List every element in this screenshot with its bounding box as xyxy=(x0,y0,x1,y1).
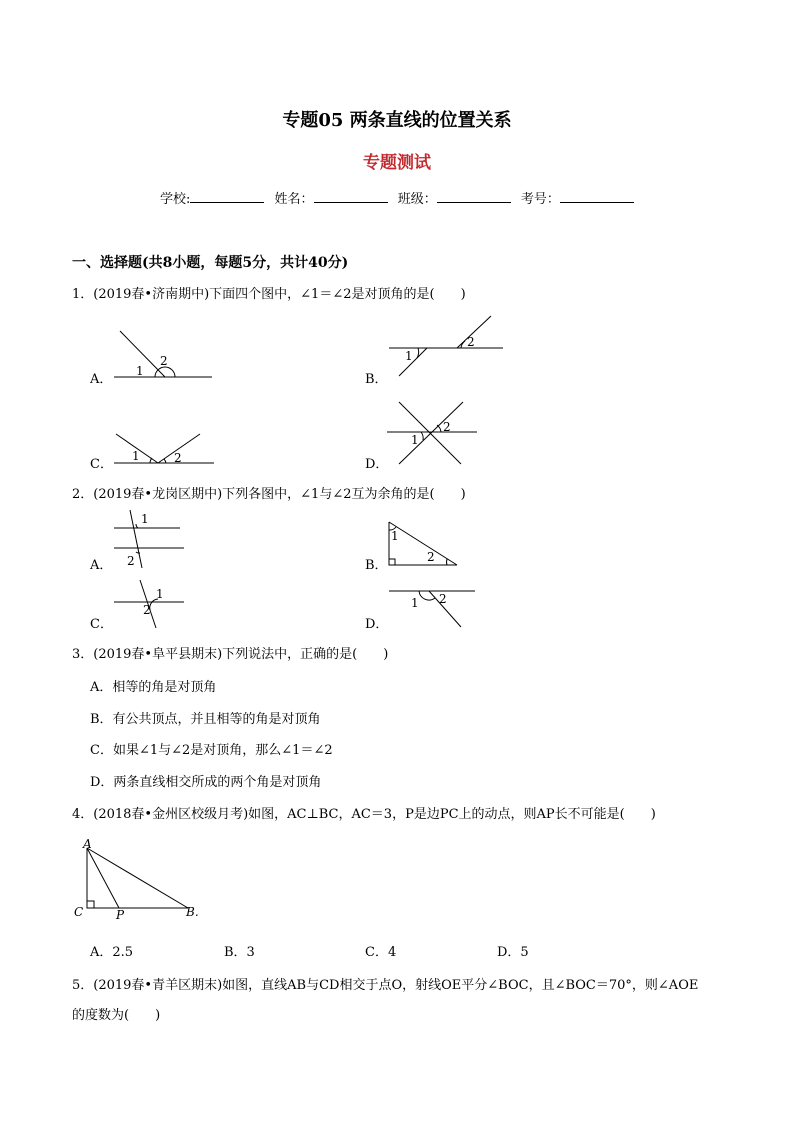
q2-figure-a xyxy=(110,508,190,570)
q2-stem: 2．(2019春•龙岗区期中)下列各图中，∠1与∠2互为余角的是( ) xyxy=(72,487,466,502)
class-blank[interactable] xyxy=(437,190,511,203)
q4-label-c: C xyxy=(74,905,84,919)
q2a-label-1: 1 xyxy=(141,512,149,526)
school-blank[interactable] xyxy=(190,190,264,203)
q3-stem: 3．(2019春•阜平县期末)下列说法中，正确的是( ) xyxy=(72,647,389,662)
q1b-label-2: 2 xyxy=(467,335,475,349)
q2a-label-2: 2 xyxy=(127,554,135,568)
q1d-label-2: 2 xyxy=(443,420,451,434)
q4-label-b: B. xyxy=(186,905,199,919)
q2-figure-d xyxy=(385,585,480,630)
name-label: 姓名： xyxy=(274,192,314,207)
q5-stem-line2: 的度数为( ) xyxy=(72,1008,161,1023)
q4-option-c[interactable]: C．4 xyxy=(365,945,397,960)
q1-stem: 1．(2019春•济南期中)下面四个图中，∠1＝∠2是对顶角的是( ) xyxy=(72,287,466,302)
q2d-label-1: 1 xyxy=(411,596,419,610)
q1a-label-1: 1 xyxy=(136,364,144,378)
page-title: 专题05 两条直线的位置关系 xyxy=(282,110,512,131)
q1-figure-c xyxy=(110,428,220,468)
name-blank[interactable] xyxy=(314,190,388,203)
student-info-line xyxy=(160,188,640,207)
q1-option-d[interactable]: D． xyxy=(365,457,389,472)
q2c-label-2: 2 xyxy=(143,603,151,617)
q4-option-b[interactable]: B．3 xyxy=(224,945,255,960)
q4-option-d[interactable]: D．5 xyxy=(497,945,529,960)
q3-option-b[interactable]: B．有公共顶点，并且相等的角是对顶角 xyxy=(90,712,321,727)
page-subtitle: 专题测试 xyxy=(363,153,431,173)
q2c-label-1: 1 xyxy=(156,587,164,601)
q1-figure-d xyxy=(385,398,480,468)
q3-option-c[interactable]: C．如果∠1与∠2是对顶角，那么∠1＝∠2 xyxy=(90,743,333,758)
number-label: 考号： xyxy=(520,192,560,207)
q2-option-a[interactable]: A． xyxy=(90,558,113,573)
q1c-label-2: 2 xyxy=(174,451,182,465)
q1b-label-1: 1 xyxy=(405,349,413,363)
q3-option-a[interactable]: A．相等的角是对顶角 xyxy=(90,680,217,695)
q2b-label-2: 2 xyxy=(427,550,435,564)
q2-option-b[interactable]: B． xyxy=(365,558,388,573)
q1a-label-2: 2 xyxy=(160,354,168,368)
q1-option-b[interactable]: B． xyxy=(365,372,388,387)
q3-option-d[interactable]: D．两条直线相交所成的两个角是对顶角 xyxy=(90,775,322,790)
number-blank[interactable] xyxy=(560,190,634,203)
q2-option-c[interactable]: C． xyxy=(90,617,113,632)
q5-stem-line1: 5．(2019春•青羊区期末)如图，直线AB与CD相交于点O，射线OE平分∠BOC，且∠BOC＝70°，则∠AOE xyxy=(72,978,699,993)
q1-figure-a xyxy=(110,325,220,385)
q4-option-a[interactable]: A．2.5 xyxy=(90,945,134,960)
section-heading: 一、选择题(共8小题，每题5分，共计40分) xyxy=(72,255,349,271)
q2d-label-2: 2 xyxy=(439,592,447,606)
q2b-label-1: 1 xyxy=(391,529,399,543)
q2-figure-c xyxy=(110,578,190,630)
q4-stem: 4．(2018春•金州区校级月考)如图，AC⊥BC，AC＝3，P是边PC上的动点，则AP长不可能是( ) xyxy=(72,807,656,822)
school-label: 学校: xyxy=(160,192,191,207)
q1c-label-1: 1 xyxy=(132,449,140,463)
q4-triangle-figure xyxy=(72,838,212,923)
q1-figure-b xyxy=(385,310,510,380)
q1d-label-1: 1 xyxy=(411,433,419,447)
q4-label-p: P xyxy=(116,908,125,922)
q1-option-c[interactable]: C． xyxy=(90,457,113,472)
q4-label-a: A xyxy=(83,837,92,851)
q2-figure-b xyxy=(385,518,465,570)
q2-option-d[interactable]: D． xyxy=(365,617,389,632)
class-label: 班级： xyxy=(397,192,437,207)
q1-option-a[interactable]: A． xyxy=(90,372,113,387)
